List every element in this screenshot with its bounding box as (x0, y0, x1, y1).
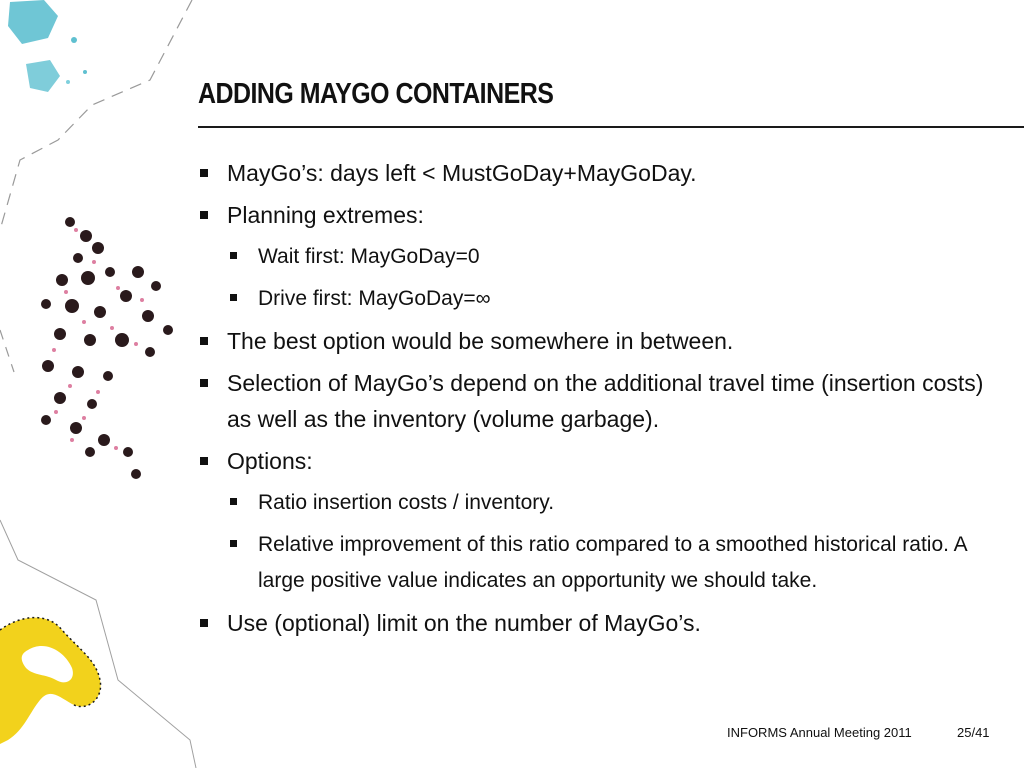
cyan-dot (71, 37, 77, 43)
square-bullet-icon (230, 252, 237, 259)
bullet-text: MayGo’s: days left < MustGoDay+MayGoDay. (227, 160, 697, 186)
bullet-text: Wait first: MayGoDay=0 (258, 245, 480, 268)
square-bullet-icon (230, 498, 237, 505)
cyan-dot (66, 80, 70, 84)
bullet-list (198, 155, 998, 647)
sub-bullet-item (198, 527, 998, 599)
square-bullet-icon (200, 211, 208, 219)
title-underline (198, 126, 1024, 128)
yellow-shape (0, 618, 101, 744)
bullet-item (198, 365, 998, 437)
bullet-text: Planning extremes: (227, 202, 424, 228)
square-bullet-icon (200, 457, 208, 465)
footer-event: INFORMS Annual Meeting 2011 (727, 725, 912, 740)
square-bullet-icon (200, 619, 208, 627)
slide-title: ADDING MAYGO CONTAINERS (198, 78, 554, 110)
sub-bullet-item (198, 281, 998, 317)
bullet-text: The best option would be somewhere in between. (227, 328, 734, 354)
square-bullet-icon (230, 294, 237, 301)
bullet-item (198, 443, 998, 479)
bullet-text: Use (optional) limit on the number of MayGo’s. (227, 610, 701, 636)
square-bullet-icon (200, 169, 208, 177)
square-bullet-icon (230, 540, 237, 547)
decorative-artwork (0, 0, 200, 768)
bullet-item (198, 155, 998, 191)
sub-bullet-item (198, 485, 998, 521)
leaf-cluster (41, 217, 173, 479)
square-bullet-icon (200, 337, 208, 345)
page-number: 25/41 (957, 725, 990, 740)
bullet-item (198, 197, 998, 233)
cyan-shape-large (8, 0, 58, 44)
cyan-shape-small (26, 60, 60, 92)
bullet-item (198, 605, 998, 641)
dashed-line (0, 330, 14, 372)
bullet-text: Selection of MayGo’s depend on the additional travel time (insertion costs) as well as the inventory (volume garbage). (227, 370, 984, 432)
square-bullet-icon (200, 379, 208, 387)
bullet-text: Relative improvement of this ratio compared to a smoothed historical ratio. A large positive value indicates an opportunity we should take. (258, 533, 967, 592)
bullet-text: Drive first: MayGoDay=∞ (258, 287, 491, 310)
cyan-dot (83, 70, 87, 74)
pink-speckles (52, 228, 144, 450)
bullet-text: Options: (227, 448, 313, 474)
bullet-text: Ratio insertion costs / inventory. (258, 491, 555, 514)
sub-bullet-item (198, 239, 998, 275)
bullet-item (198, 323, 998, 359)
